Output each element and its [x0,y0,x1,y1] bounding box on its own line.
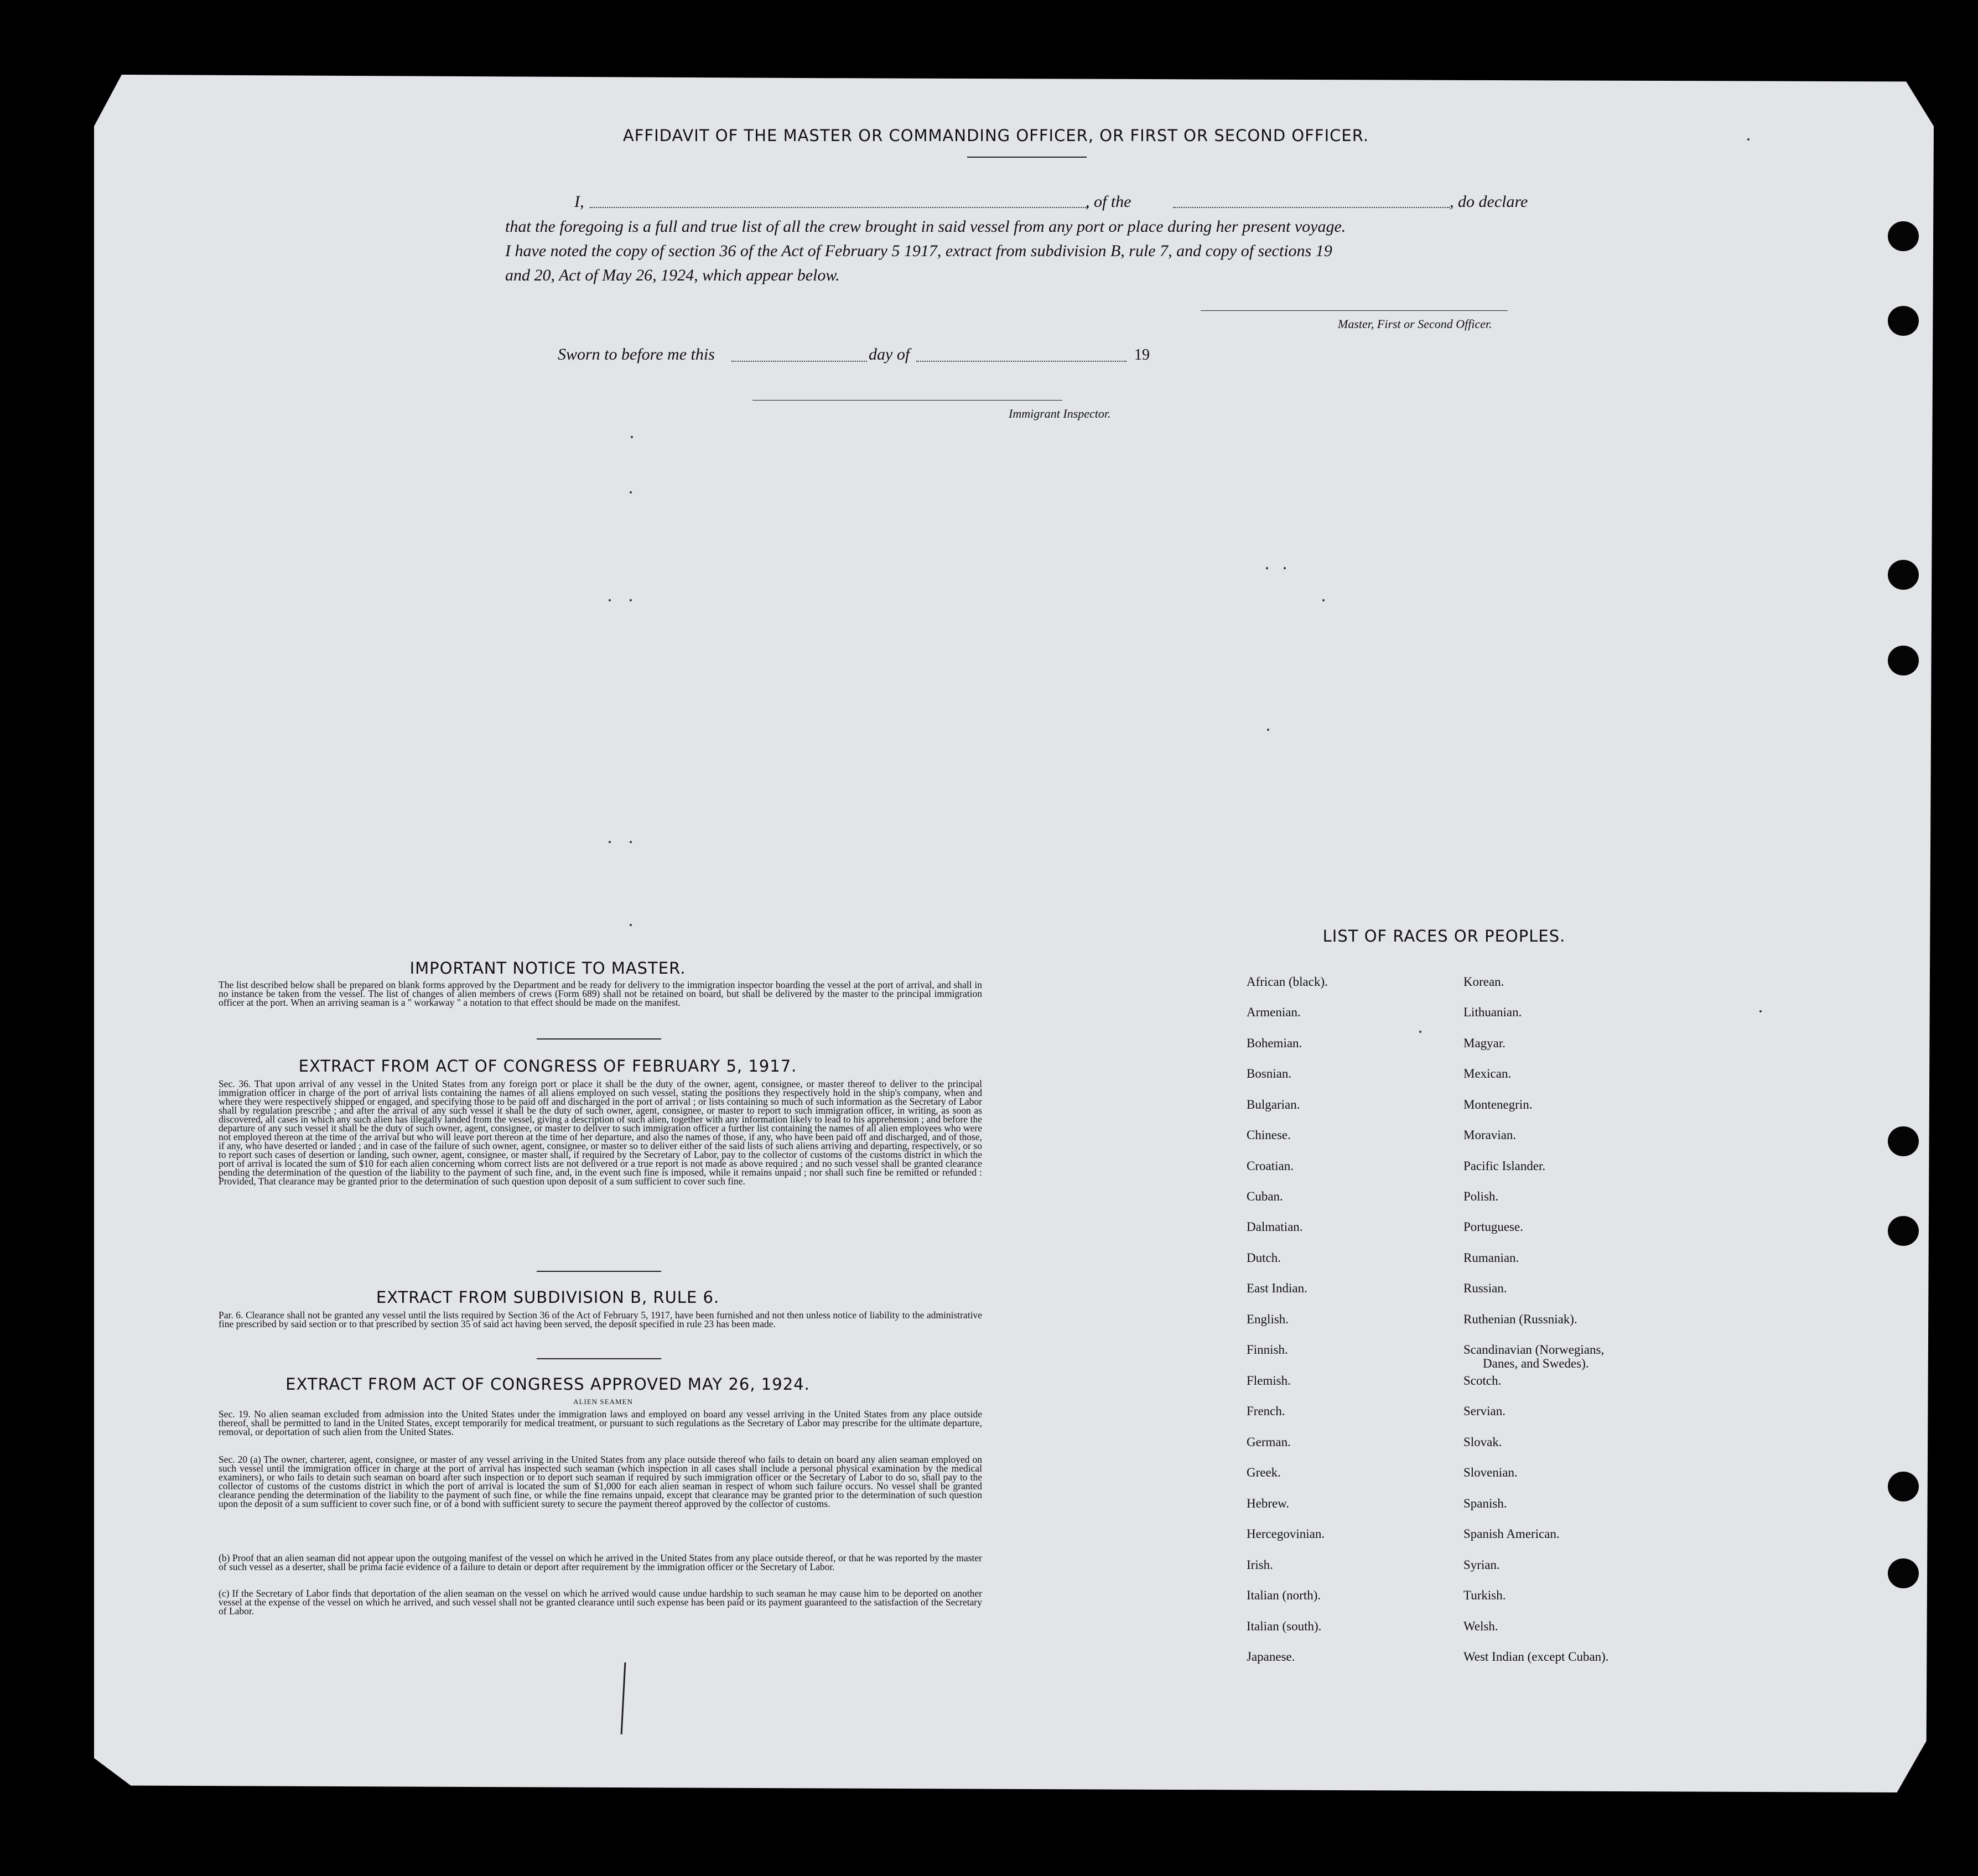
races-title: LIST OF RACES OR PEOPLES. [1322,927,1566,945]
race-right: Portuguese. [1463,1220,1523,1234]
sworn-prefix: Sworn to before me this [558,345,715,363]
rule6-body: Par. 6. Clearance shall not be granted any vessel until the lists required by Section 36 of the Act of February 5, 1917, have been furnished and not then unless notice of liability to the administrative fine prescribed by said section or to that prescribed by section 35 of said act having been served, the deposit specified in rule 23 has been made. [219,1309,982,1329]
race-right: Welsh. [1463,1619,1498,1633]
speck [1419,1031,1421,1033]
race-left: Bosnian. [1247,1067,1292,1080]
race-left: Croatian. [1247,1159,1294,1173]
race-right: Servian. [1463,1404,1506,1418]
race-right: West Indian (except Cuban). [1463,1650,1609,1664]
race-left: Cuban. [1247,1189,1283,1203]
speck [630,491,632,493]
speck [1267,729,1269,731]
race-right: Montenegrin. [1463,1098,1533,1111]
notice-title: IMPORTANT NOTICE TO MASTER. [409,959,686,978]
race-right: Moravian. [1463,1128,1517,1142]
master-signature-line[interactable] [1201,310,1508,311]
extract1924-sec19: Sec. 19. No alien seaman excluded from admission into the United States under the immigration laws and employed on board any vessel arriving in the United States from any place outside thereof, shall be permitted to land in the United States, except temporarily for medical treatment, or pursuant to such regulations as the Secretary of Labor may prescribe for the ultimate departure, removal, or deportation of such alien from the United States. [219,1409,982,1437]
affidavit-line2: that the foregoing is a full and true list of all the crew brought in said vessel from any port or place during her present voyage. [505,217,1346,236]
race-left: Chinese. [1247,1128,1291,1142]
race-left: Flemish. [1247,1374,1291,1387]
name-blank[interactable] [590,207,1088,208]
punch-hole [1888,646,1919,675]
speck [630,841,632,843]
speck [631,436,633,438]
affidavit-declare: , do declare [1450,193,1528,211]
race-right: Turkish. [1463,1588,1506,1602]
extract1917-body: Sec. 36. That upon arrival of any vessel in the United States from any foreign port or place it shall be the duty of the owner, agent, consignee, or master thereof to deliver to the principal immigration officer in charge of the port of arrival lists containing the names of all aliens employed on such vessel, stating the positions they respectively hold in the ship's company, when and where they were respectively shipped or engaged, and specifying those to be paid off and discharged in the port of arrival ; or lists containing so much of such information as the Secretary of Labor shall by regulation prescribe ; and after the arrival of any such vessel it shall be the duty of such owner, agent, consignee, or master to report to such immigration officer, in writing, as soon as discovered, all cases in which any such alien has illegally landed from the vessel, giving a description of such alien, together with any information likely to lead to his apprehension ; and before the departure of any such vessel it shall be the duty of such owner, agent, consignee, or master to deliver to such immigration officer a further list containing the names of all alien employees who were not employed thereon at the time of the arrival but who will leave port thereon at the time of her departure, and also the names of those, if any, who have been paid off and discharged, and of those, if any, who have deserted or landed ; and in case of the failure of such owner, agent, consignee, or master so to deliver either of the said lists of such aliens arriving and departing, respectively, or so to report such cases of desertion or landing, such owner, agent, consignee, or master shall, if required by the Secretary of Labor, pay to the collector of customs of the customs district in which the port of arrival is located the sum of $10 for each alien concerning whom correct lists are not delivered or a true report is not made as above required ; and no such vessel shall be granted clearance pending the determination of the question of the liability to the payment of such fine, and, in the event such fine is imposed, while it remains unpaid ; nor shall such fine be remitted or refunded : Provided, That clearance may be granted prior to the determination of such question upon deposit of a sum sufficient to cover such fine. [219,1078,982,1187]
race-left: Italian (south). [1247,1619,1322,1633]
race-right: Rumanian. [1463,1251,1519,1265]
race-left: French. [1247,1404,1285,1418]
speck [1759,1010,1762,1012]
race-right: Lithuanian. [1463,1005,1522,1019]
race-left: English. [1247,1312,1289,1326]
race-right: Slovak. [1463,1435,1502,1449]
extract1924-sec20a: Sec. 20 (a) The owner, charterer, agent, consignee, or master of any vessel arriving in the United States from any place outside thereof who fails to detain on board any alien seaman employed on such vessel until the immigration officer in charge at the port of arrival has inspected such seaman (which inspection in all cases shall include a personal physical examination by the medical examiners), or who fails to detain such seaman on board after such inspection or to deport such seaman if required by such immigration officer or the Secretary of Labor to do so, shall pay to the collector of customs of the customs district in which the port of arrival is located the sum of $1,000 for each alien seaman in respect of whom such failure occurs. No vessel shall be granted clearance pending the determination of the liability to the payment of such fine, or while the fine remains unpaid, except that clearance may be granted prior to the determination of such question upon the deposit of a sum sufficient to cover such fine, or of a bond with sufficient surety to secure the payment thereof approved by the collector of customs. [219,1454,982,1509]
punch-hole [1888,221,1919,251]
race-right: Magyar. [1463,1036,1506,1050]
race-left: German. [1247,1435,1291,1449]
affidavit-line4: and 20, Act of May 26, 1924, which appear below. [505,266,840,284]
month-blank[interactable] [916,361,1126,362]
inspector-caption: Immigrant Inspector. [1009,407,1111,420]
speck [1322,599,1325,601]
speck [609,599,611,601]
speck [1284,567,1286,569]
race-left: Japanese. [1247,1650,1295,1664]
punch-hole [1888,1472,1919,1501]
affidavit-title: AFFIDAVIT OF THE MASTER OR COMMANDING OFFICER, OR FIRST OR SECOND OFFICER. [622,126,1369,145]
sworn-year: 19 [1134,346,1150,363]
race-right: Polish. [1463,1189,1499,1203]
race-left: East Indian. [1247,1281,1307,1295]
punch-hole [1888,306,1919,336]
extract1917-title: EXTRACT FROM ACT OF CONGRESS OF FEBRUARY 5, 1917. [298,1057,797,1075]
race-right: Ruthenian (Russniak). [1463,1312,1577,1326]
race-right: Syrian. [1463,1558,1500,1572]
notice-body: The list described below shall be prepared on blank forms approved by the Department and be ready for delivery to the immigration inspector boarding the vessel at the port of arrival, and shall in no instance be taken from the vessel. The list of changes of alien members of crews (Form 689) shall not be retained on board, but shall be delivered by the master to the principal immigration officer at the port. When an arriving seaman is a " workaway " a notation to that effect should be made on the manifest. [219,979,982,1008]
race-left: Irish. [1247,1558,1273,1572]
affidavit-i: I, [574,193,584,211]
vessel-blank[interactable] [1173,207,1450,208]
race-left: Armenian. [1247,1005,1301,1019]
race-left: Dutch. [1247,1251,1281,1265]
inspector-signature-line[interactable] [752,400,1062,401]
extract1924-subtitle: ALIEN SEAMEN [573,1397,633,1406]
race-left: Italian (north). [1247,1588,1321,1602]
rule6-divider [537,1358,661,1359]
race-right: Danes, and Swedes). [1483,1357,1589,1370]
master-caption: Master, First or Second Officer. [1338,317,1492,331]
race-right: Scotch. [1463,1374,1502,1387]
race-right: Slovenian. [1463,1466,1518,1479]
rule6-title: EXTRACT FROM SUBDIVISION B, RULE 6. [376,1288,720,1307]
speck [1747,138,1749,141]
punch-hole [1888,1216,1919,1246]
race-left: Bulgarian. [1247,1098,1300,1111]
document-sheet [94,75,1934,1792]
punch-hole [1888,1558,1919,1588]
notice-divider [537,1038,661,1040]
affidavit-line3: I have noted the copy of section 36 of the Act of February 5 1917, extract from subdivision B, rule 7, and copy of sections 19 [505,242,1332,260]
affidavit-of-the: , of the [1086,193,1131,211]
extract1924-sec20b: (b) Proof that an alien seaman did not appear upon the outgoing manifest of the vessel on which he arrived in the United States from any place outside thereof, or that he was reported by the master of such vessel as a deserter, shall be prima facie evidence of a failure to detain or deport after requirement by the immigration officer or the Secretary of Labor. [219,1552,982,1572]
race-right: Spanish American. [1463,1527,1560,1541]
race-left: Bohemian. [1247,1036,1302,1050]
sworn-day-of: day of [869,345,910,363]
race-left: Finnish. [1247,1343,1288,1357]
race-left: Hercegovinian. [1247,1527,1325,1541]
race-left: Hebrew. [1247,1496,1290,1510]
speck [609,841,611,843]
race-left: African (black). [1247,975,1328,989]
race-right: Korean. [1463,975,1504,989]
speck [1266,567,1268,569]
race-left: Dalmatian. [1247,1220,1303,1234]
punch-hole [1888,1126,1919,1156]
extract1924-title: EXTRACT FROM ACT OF CONGRESS APPROVED MAY 26, 1924. [285,1375,810,1394]
race-right: Spanish. [1463,1496,1507,1510]
title-underline [967,157,1087,158]
speck [630,599,632,601]
speck [630,924,632,926]
race-right: Scandinavian (Norwegians, [1463,1343,1605,1357]
race-right: Mexican. [1463,1067,1512,1080]
punch-hole [1888,560,1919,590]
race-right: Pacific Islander. [1463,1159,1546,1173]
race-right: Russian. [1463,1281,1507,1295]
extract1924-sec20c: (c) If the Secretary of Labor finds that deportation of the alien seaman on the vessel on which he arrived would cause undue hardship to such seaman he may cause him to be deported on another vessel at the expense of the vessel on which he arrived, and such vessel shall not be granted clearance until such expense has been paid or its payment guaranteed to the satisfaction of the Secretary of Labor. [219,1588,982,1617]
race-left: Greek. [1247,1466,1281,1479]
day-blank[interactable] [731,361,867,362]
extract1917-divider [537,1271,661,1272]
